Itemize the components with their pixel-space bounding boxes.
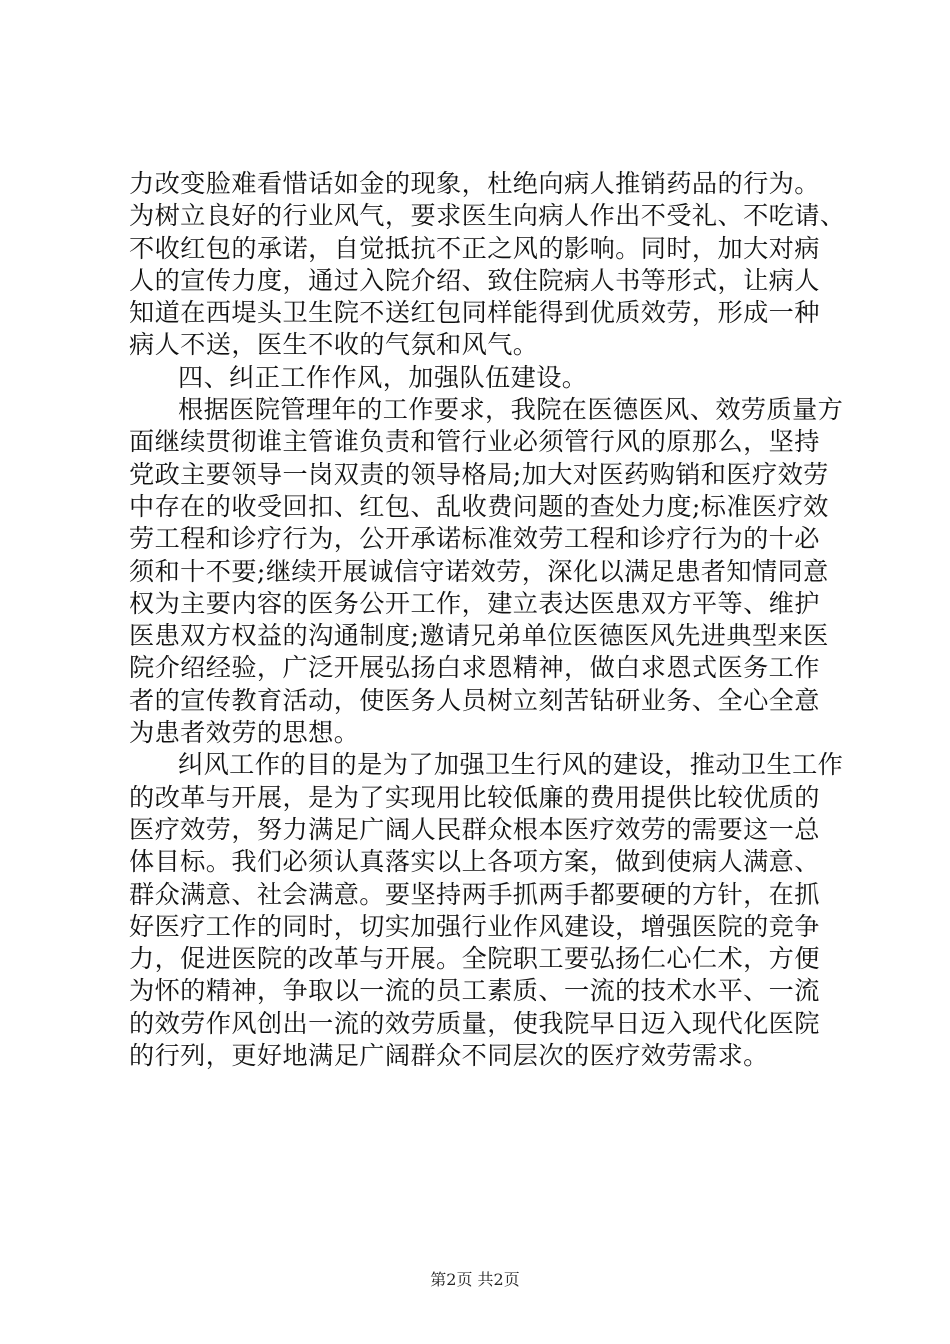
text-line: 力，促进医院的改革与开展。全院职工要弘扬仁心仁术，方便 xyxy=(129,944,820,974)
text-line: 群众满意、社会满意。要坚持两手抓两手都要硬的方针，在抓 xyxy=(129,879,820,909)
text-line: 人的宣传力度，通过入院介绍、致住院病人书等形式，让病人 xyxy=(129,265,820,295)
text-line: 的改革与开展，是为了实现用比较低廉的费用提供比较优质的 xyxy=(129,782,820,812)
text-line: 中存在的收受回扣、红包、乱收费问题的查处力度;标准医疗效 xyxy=(129,491,829,521)
text-line: 者的宣传教育活动，使医务人员树立刻苦钻研业务、全心全意 xyxy=(129,685,820,715)
text-line: 为怀的精神，争取以一流的员工素质、一流的技术水平、一流 xyxy=(129,976,820,1006)
text-line: 医疗效劳，努力满足广阔人民群众根本医疗效劳的需要这一总 xyxy=(129,814,820,844)
text-line: 不收红包的承诺，自觉抵抗不正之风的影响。同时，加大对病 xyxy=(129,233,820,263)
page-footer xyxy=(0,1270,950,1290)
text-line: 面继续贯彻谁主管谁负责和管行业必须管行风的原那么，坚持 xyxy=(129,427,820,457)
document-body xyxy=(129,168,846,1072)
text-line: 的行列，更好地满足广阔群众不同层次的医疗效劳需求。 xyxy=(129,1041,769,1071)
page-number: 第2页 共2页 xyxy=(430,1270,520,1289)
paragraph-start: 根据医院管理年的工作要求，我院在医德医风、效劳质量方 xyxy=(178,395,844,425)
text-line: 为树立良好的行业风气，要求医生向病人作出不受礼、不吃请、 xyxy=(129,201,846,231)
text-line: 党政主要领导一岗双责的领导格局;加大对医药购销和医疗效劳 xyxy=(129,459,829,489)
text-line: 病人不送，医生不收的气氛和风气。 xyxy=(129,330,539,360)
text-line: 知道在西堤头卫生院不送红包同样能得到优质效劳，形成一种 xyxy=(129,298,820,328)
text-line: 须和十不要;继续开展诚信守诺效劳，深化以满足患者知情同意 xyxy=(129,556,829,586)
text-line: 医患双方权益的沟通制度;邀请兄弟单位医德医风先进典型来医 xyxy=(129,621,829,651)
text-line: 的效劳作风创出一流的效劳质量，使我院早日迈入现代化医院 xyxy=(129,1008,820,1038)
text-line: 劳工程和诊疗行为，公开承诺标准效劳工程和诊疗行为的十必 xyxy=(129,524,820,554)
text-line: 为患者效劳的思想。 xyxy=(129,718,360,748)
paragraph-start: 纠风工作的目的是为了加强卫生行风的建设，推动卫生工作 xyxy=(178,750,844,780)
section-heading: 四、纠正工作作风，加强队伍建设。 xyxy=(178,362,588,392)
text-line: 权为主要内容的医务公开工作，建立表达医患双方平等、维护 xyxy=(129,588,820,618)
text-line: 好医疗工作的同时，切实加强行业作风建设，增强医院的竞争 xyxy=(129,911,820,941)
text-line: 体目标。我们必须认真落实以上各项方案，做到使病人满意、 xyxy=(129,847,820,877)
text-line: 力改变脸难看惜话如金的现象，杜绝向病人推销药品的行为。 xyxy=(129,169,820,198)
text-line: 院介绍经验，广泛开展弘扬白求恩精神，做白求恩式医务工作 xyxy=(129,653,820,683)
